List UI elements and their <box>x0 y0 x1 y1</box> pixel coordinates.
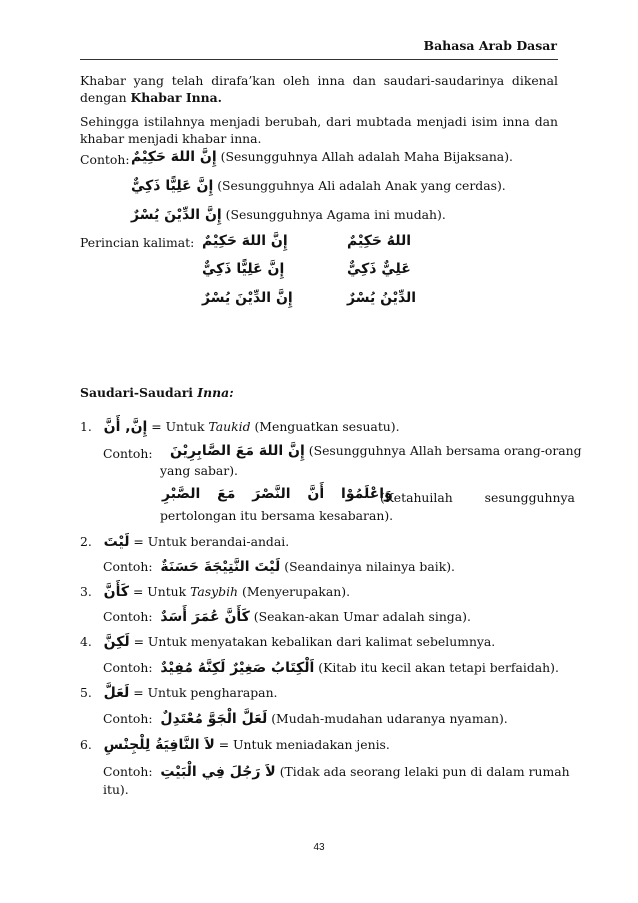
item-1-example-1-cont: yang sabar). <box>160 463 238 478</box>
item-3-contoh: Contoh: كَأَنَّ عُمَرَ أَسَدٌ (Seakan-akan Umar adalah singa). <box>103 609 471 625</box>
arabic-particle: إِنَّ, أَنَّ <box>103 419 148 435</box>
khabar-inna-term: Khabar Inna. <box>130 90 222 105</box>
list-number: 5. <box>80 685 92 700</box>
perincian-row-3-inna: إِنَّ الدِّيْنَ يُسْرٌ <box>202 290 293 306</box>
intro-paragraph-1: Khabar yang telah dirafa’kan oleh inna dan saudari-saudarinya dikenal dengan Khabar Inna. <box>80 73 558 105</box>
contoh-example-3 <box>131 207 446 223</box>
arabic-text: إِنَّ الدِّيْنَ يُسْرٌ <box>131 207 222 223</box>
list-item-1: 1. إِنَّ, أَنَّ = Untuk Taukid (Menguatkan sesuatu). <box>80 419 400 435</box>
item-2-contoh: Contoh: لَيْتَ النَّتِيْجَةَ حَسَنَةٌ (Seandainya nilainya baik). <box>103 559 455 575</box>
arabic-particle: لَيْتَ <box>103 534 130 550</box>
list-item-2: 2. لَيْتَ = Untuk berandai-andai. <box>80 534 290 550</box>
item-4-contoh: Contoh: اَلْكِتَابُ صَغِيْرٌ لَكِنَّهُ مُفِيْدٌ (Kitab itu kecil akan tetapi berfaidah). <box>103 660 559 676</box>
item-6-contoh: Contoh: لاَ رَجُلَ فِي الْبَيْتِ (Tidak ada seorang lelaki pun di dalam rumah <box>103 764 570 780</box>
contoh-example-1 <box>131 149 513 165</box>
list-number: 3. <box>80 584 92 599</box>
perincian-row-1-base: اللهُ حَكِيْمٌ <box>347 233 412 249</box>
list-number: 1. <box>80 419 92 434</box>
running-header: Bahasa Arab Dasar <box>423 38 557 53</box>
example-meaning: (Sesungguhnya Ali adalah Anak yang cerdas). <box>217 178 506 193</box>
page-number: 43 <box>313 842 325 853</box>
list-item-4: 4. لَكِنَّ = Untuk menyatakan kebalikan dari kalimat sebelumnya. <box>80 634 496 650</box>
list-item-3: 3. كَأَنَّ = Untuk Tasybih (Menyerupakan). <box>80 584 351 600</box>
perincian-row-3-base: الدِّيْنُ يُسْرٌ <box>347 290 417 306</box>
arabic-particle: لَعَلَّ <box>103 685 130 701</box>
list-number: 2. <box>80 534 92 549</box>
item-5-contoh: Contoh: لَعَلَّ الْجَوَّ مُعْتَدِلٌ (Mudah-mudahan udaranya nyaman). <box>103 711 508 727</box>
arabic-text: إِنَّ اللهَ حَكِيْمٌ <box>131 149 217 165</box>
arabic-text: إِنَّ عَلِيًّا ذَكِيٌّ <box>131 178 214 194</box>
arabic-particle: لاَ النَّافِيَةُ لِلْجِنْسِ <box>103 737 215 753</box>
contoh-label: Contoh: <box>80 152 130 167</box>
perincian-row-1-inna: إِنَّ اللهَ حَكِيْمٌ <box>202 233 288 249</box>
header-rule <box>80 59 558 60</box>
arabic-particle: كَأَنَّ <box>103 584 130 600</box>
perincian-row-2-base: عَلِيٌّ ذَكِيٌّ <box>347 261 411 277</box>
perincian-row-2-inna: إِنَّ عَلِيًّا ذَكِيٌّ <box>202 261 285 277</box>
list-item-5: 5. لَعَلَّ = Untuk pengharapan. <box>80 685 278 701</box>
list-number: 6. <box>80 737 92 752</box>
list-number: 4. <box>80 634 92 649</box>
item-1-example-1: إِنَّ اللهَ مَعَ الصَّابِرِيْنَ (Sesungguhnya Allah bersama orang-orang <box>170 443 582 459</box>
section-heading: Saudari-Saudari Inna: <box>80 385 234 400</box>
example-meaning: (Sesungguhnya Agama ini mudah). <box>225 207 446 222</box>
item-1-example-2-meaning: (Ketahuilah sesungguhnya <box>380 490 575 505</box>
item-6-contoh-cont: itu). <box>103 782 129 797</box>
arabic-particle: لَكِنَّ <box>103 634 130 650</box>
item-1-example-2-cont: pertolongan itu bersama kesabaran). <box>160 508 394 523</box>
example-meaning: (Sesungguhnya Allah adalah Maha Bijaksana). <box>220 149 513 164</box>
perincian-label: Perincian kalimat: <box>80 235 195 250</box>
item-1-contoh-label: Contoh: <box>103 446 153 461</box>
list-item-6: 6. لاَ النَّافِيَةُ لِلْجِنْسِ = Untuk meniadakan jenis. <box>80 737 390 753</box>
contoh-example-2 <box>131 178 506 194</box>
intro-paragraph-2: Sehingga istilahnya menjadi berubah, dari mubtada menjadi isim inna dan khabar menjadi khabar inna. <box>80 114 558 146</box>
item-1-example-2: وَاعْلَمُوْا أَنَّ النَّصْرَ مَعَ الصَّبْرِ <box>162 486 393 502</box>
